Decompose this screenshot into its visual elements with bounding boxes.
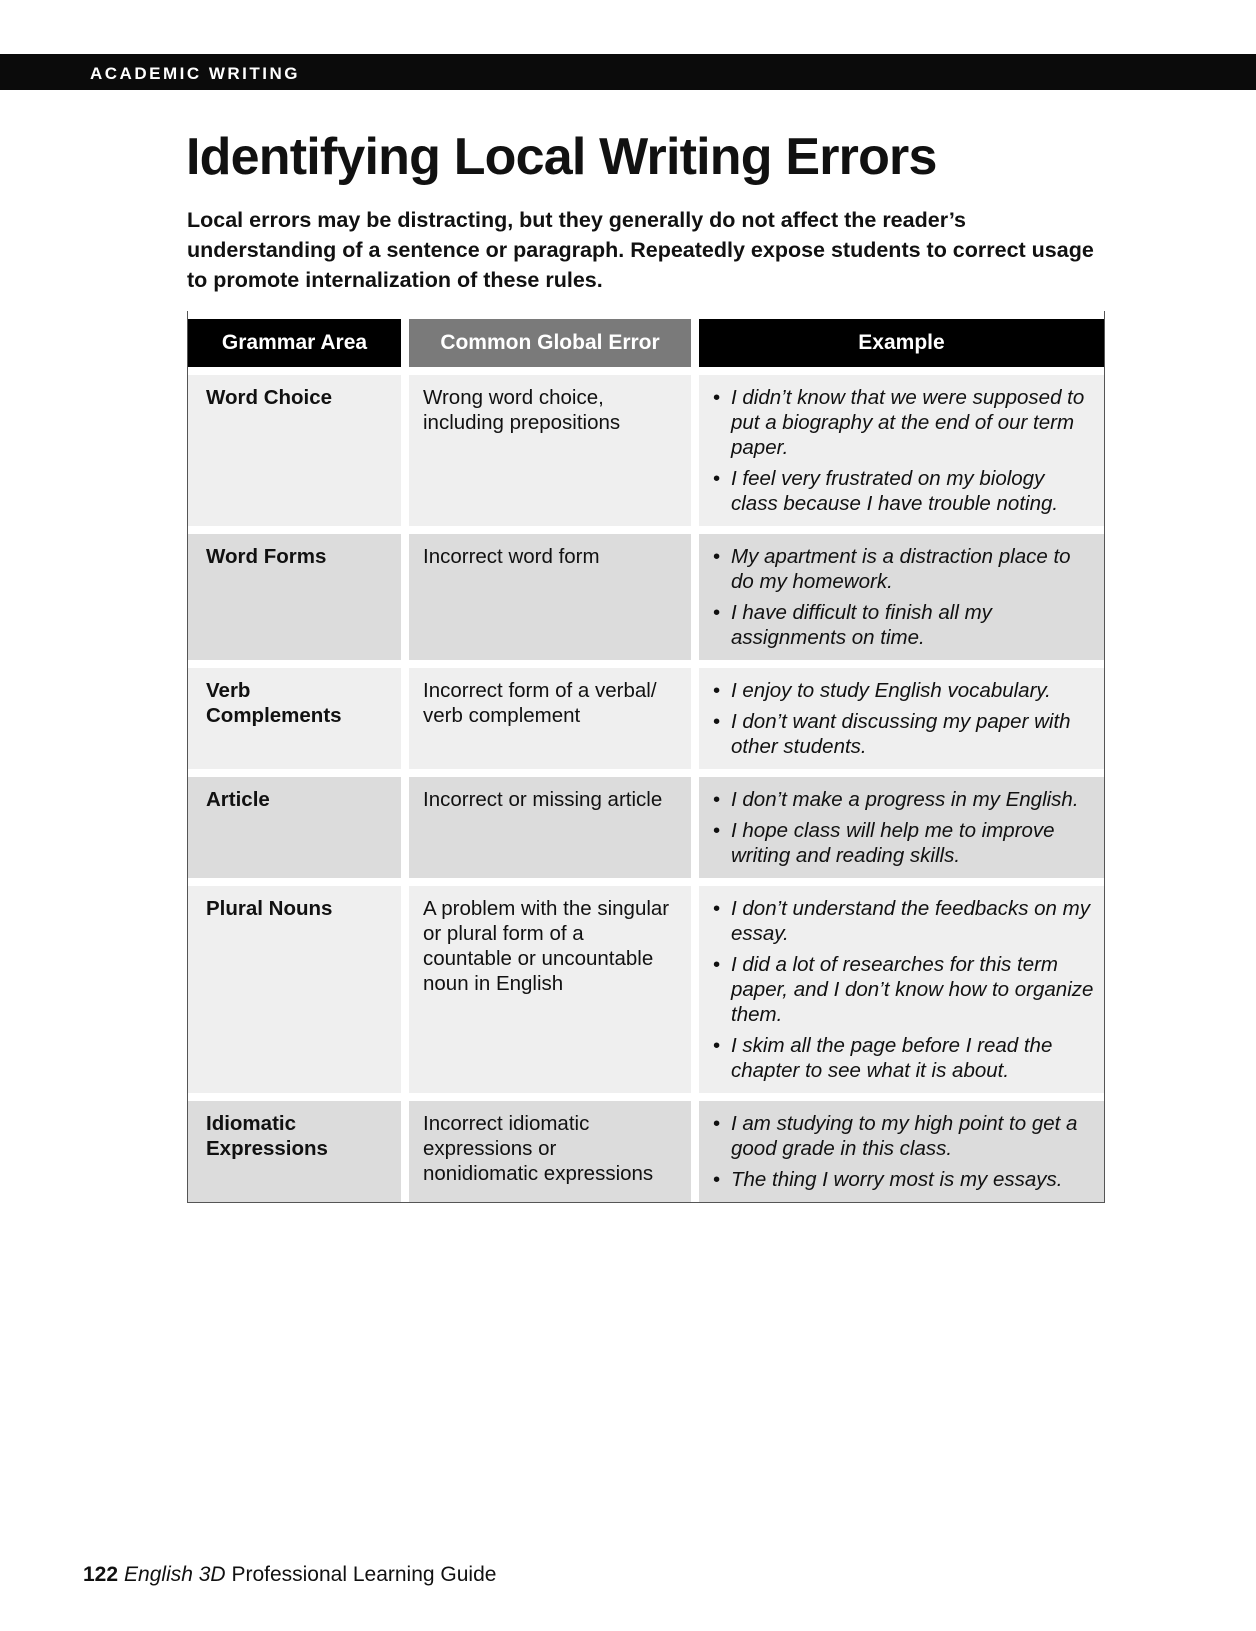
table-row	[188, 886, 1104, 1093]
example-item: • I hope class will help me to improve writing and reading skills.	[713, 818, 1094, 868]
example-item: • I don’t make a progress in my English.	[713, 787, 1094, 812]
table-header-row	[188, 319, 1104, 367]
column-header-example: Example	[699, 319, 1104, 367]
example-item: • I enjoy to study English vocabulary.	[713, 678, 1094, 703]
column-header-common-error: Common Global Error	[409, 319, 691, 367]
example-item: • I didn’t know that we were supposed to put a biography at the end of our term paper.	[713, 385, 1094, 460]
example-item: • I am studying to my high point to get a good grade in this class.	[713, 1111, 1094, 1161]
example-cell	[699, 668, 1104, 769]
error-cell: A problem with the singular or plural form of a countable or uncountable noun in English	[409, 886, 691, 1093]
table-row	[188, 668, 1104, 769]
page-footer	[83, 1563, 496, 1587]
example-cell	[699, 534, 1104, 660]
example-cell	[699, 777, 1104, 878]
example-cell	[699, 1101, 1104, 1202]
grammar-area-cell: Word Choice	[188, 375, 401, 526]
table-row	[188, 1101, 1104, 1202]
page-number: 122	[83, 1563, 119, 1586]
section-header-bar	[0, 54, 1256, 90]
error-cell: Wrong word choice, including prepositions	[409, 375, 691, 526]
example-item: • I did a lot of researches for this term paper, and I don’t know how to organize them.	[713, 952, 1094, 1027]
example-item: • I skim all the page before I read the chapter to see what it is about.	[713, 1033, 1094, 1083]
error-cell: Incorrect or missing article	[409, 777, 691, 878]
grammar-area-cell: Verb Complements	[188, 668, 401, 769]
example-item: • I have difficult to finish all my assignments on time.	[713, 600, 1094, 650]
column-header-grammar-area: Grammar Area	[188, 319, 401, 367]
grammar-area-cell: Plural Nouns	[188, 886, 401, 1093]
intro-paragraph: Local errors may be distracting, but they generally do not affect the reader’s understanding of a sentence or paragraph. Repeatedly expose students to correct usage to promote internalization of these rules.	[187, 208, 1094, 292]
table-row	[188, 375, 1104, 526]
example-cell	[699, 886, 1104, 1093]
example-item: • My apartment is a distraction place to do my homework.	[713, 544, 1094, 594]
errors-table-container	[187, 311, 1105, 1203]
grammar-area-cell: Article	[188, 777, 401, 878]
table-row	[188, 777, 1104, 878]
error-cell: Incorrect form of a verbal/ verb complement	[409, 668, 691, 769]
example-item: • I don’t want discussing my paper with other students.	[713, 709, 1094, 759]
section-header-label: ACADEMIC WRITING	[90, 64, 300, 83]
example-item: • I don’t understand the feedbacks on my essay.	[713, 896, 1094, 946]
example-item: • I feel very frustrated on my biology class because I have trouble noting.	[713, 466, 1094, 516]
page-title: Identifying Local Writing Errors	[186, 128, 937, 186]
book-subtitle: Professional Learning Guide	[231, 1563, 497, 1586]
book-title: English 3D	[124, 1563, 226, 1586]
table-row	[188, 534, 1104, 660]
grammar-area-cell: Idiomatic Expressions	[188, 1101, 401, 1202]
example-cell	[699, 375, 1104, 526]
error-cell: Incorrect word form	[409, 534, 691, 660]
grammar-area-cell: Word Forms	[188, 534, 401, 660]
errors-table	[180, 311, 1112, 1210]
example-item: • The thing I worry most is my essays.	[713, 1167, 1094, 1192]
error-cell: Incorrect idiomatic expressions or nonidiomatic expressions	[409, 1101, 691, 1202]
